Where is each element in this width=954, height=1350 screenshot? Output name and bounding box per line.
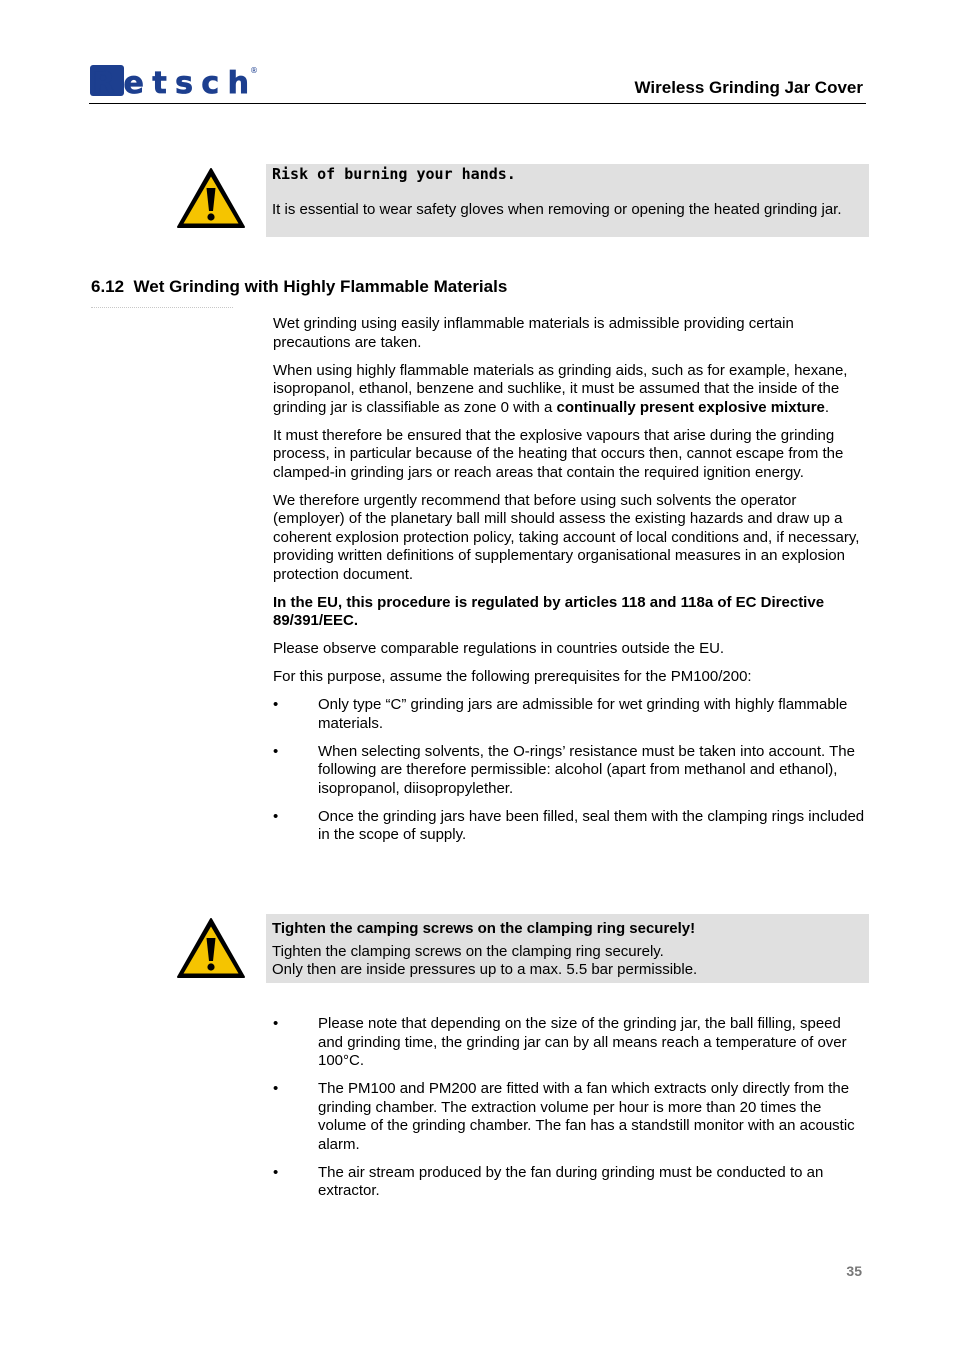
paragraph (273, 362, 865, 418)
warning-text: Tighten the clamping screws on the clamping ring securely. (272, 942, 664, 960)
list-item-text: When selecting solvents, the O-rings’ resistance must be taken into account. The following are therefore permissible: alcohol (apart from methanol and ethanol), isopropanol, diisopropylether. (318, 742, 855, 797)
list-item (273, 696, 865, 733)
paragraph-bold: In the EU, this procedure is regulated by articles 118 and 118a of EC Directive 89/391/EEC. (273, 593, 825, 629)
registered-mark: ® (250, 66, 258, 75)
prerequisites-list (273, 696, 865, 845)
bullet: • (273, 1015, 279, 1032)
notes-body (273, 1015, 865, 1210)
warning-title: Risk of burning your hands. (272, 165, 516, 183)
paragraph-text: When using highly flammable materials as grinding aids, such as for example, hexane, isopropanol, ethanol, benzene and suchlike, it must be assumed that the inside of the grinding jar is classifiable as zone 0 with a (273, 361, 848, 416)
section-heading (91, 277, 507, 297)
bullet: • (273, 742, 279, 760)
retsch-logo-text: Retsch (92, 66, 250, 98)
list-item-text: The PM100 and PM200 are fitted with a fan which extracts only directly from the grinding chamber. The extraction volume per hour is more than 20 times the volume of the grinding chamber. The fan has a standstill monitor with an acoustic alarm. (318, 1080, 855, 1153)
list-item-text: Please note that depending on the size of the grinding jar, the ball filling, speed and grinding time, the grinding jar can by all means reach a temperature of over 100°C. (318, 1015, 847, 1069)
list-item-text: Only type “C” grinding jars are admissible for wet grinding with highly flammable materials. (318, 696, 848, 732)
bullet: • (273, 807, 279, 825)
warning-box-burn (266, 164, 869, 237)
list-item-text: Once the grinding jars have been filled, seal them with the clamping rings included in the scope of supply. (318, 807, 865, 843)
list-item-text: The air stream produced by the fan during grinding must be conducted to an extractor. (318, 1163, 824, 1199)
bullet: • (273, 1163, 279, 1181)
section-number: 6.12 (91, 277, 125, 296)
heading-divider (91, 307, 233, 308)
section-title: Wet Grinding with Highly Flammable Materials (133, 277, 508, 296)
emphasis-text: continually present explosive mixture (556, 398, 825, 416)
bullet: • (273, 696, 279, 713)
paragraph: Please observe comparable regulations in countries outside the EU. (273, 640, 725, 657)
list-item (273, 743, 865, 799)
page-number: 35 (846, 1263, 862, 1279)
section-body (273, 315, 865, 854)
warning-triangle-icon (176, 167, 246, 229)
warning-title: Tighten the camping screws on the clamping ring securely! (272, 920, 696, 937)
warning-box-clamping (266, 914, 869, 983)
paragraph: We therefore urgently recommend that before using such solvents the operator (employer) of the planetary ball mill should assess the existing hazards and draw up a coherent explosion protection policy, taking account of local conditions and, if necessary, providing written definitions of supplementary organisational measures in an explosion protection document. (273, 491, 860, 583)
list-item (273, 1015, 865, 1071)
warning-triangle-icon (176, 917, 246, 979)
retsch-logo (89, 62, 259, 98)
warning-text: It is essential to wear safety gloves when removing or opening the heated grinding jar. (272, 200, 842, 218)
bullet: • (273, 1080, 279, 1097)
list-item (273, 1080, 865, 1154)
list-item (273, 808, 865, 845)
paragraph: It must therefore be ensured that the explosive vapours that arise during the grinding process, in particular because of the heating that occurs then, cannot escape from the clamped-in grinding jars or reach areas that contain the required ignition energy. (273, 426, 844, 481)
paragraph: Wet grinding using easily inflammable materials is admissible providing certain precautions are taken. (273, 315, 794, 351)
warning-text: Only then are inside pressures up to a max. 5.5 bar permissible. (272, 961, 698, 978)
paragraph-text: . (824, 398, 830, 416)
paragraph: For this purpose, assume the following prerequisites for the PM100/200: (273, 668, 752, 685)
list-item (273, 1164, 865, 1201)
page-header (89, 60, 866, 104)
document-title: Wireless Grinding Jar Cover (634, 78, 863, 97)
notes-list (273, 1015, 865, 1201)
